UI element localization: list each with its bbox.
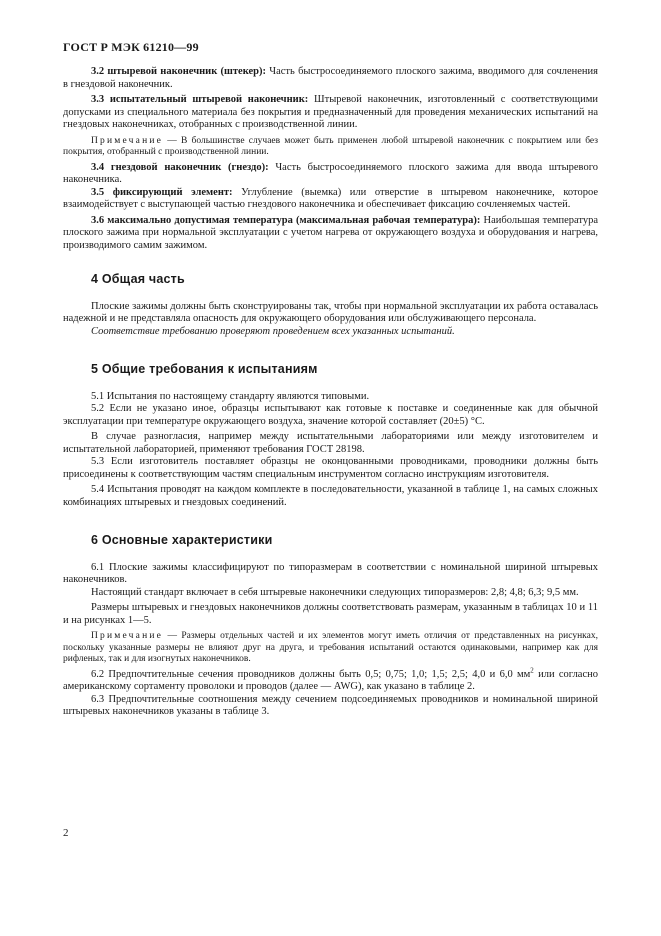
section-4-compliance: Соответствие требованию проверяют проведением всех указанных испытаний. bbox=[91, 325, 455, 337]
clause-5-3: 5.3 Если изготовитель поставляет образцы не оконцованными проводниками, проводники должны быть присоединены к соответствующим частям специальным инструментом согласно инструкциям изготовителя. bbox=[63, 456, 598, 480]
document-header: ГОСТ Р МЭК 61210—99 bbox=[63, 40, 199, 54]
clause-6-1: 6.1 Плоские зажимы классифицируют по типоразмерам в соответствии с номинальной шириной штыревых наконечников. bbox=[63, 561, 598, 585]
section-4-paragraph: Плоские зажимы должны быть сконструированы так, чтобы при нормальной эксплуатации их работа оставалась надежной и не представляла опасность для окружающего оборудования или обслуживающего персонала. bbox=[63, 300, 598, 324]
clause-5-2-dispute: В случае разногласия, например между испытательными лабораториями или между изготовителем и испытательной лабораторией, применяют требования ГОСТ 28198. bbox=[63, 431, 598, 455]
note-text: — В большинстве случаев может быть применен любой штыревой наконечник с покрытием или без покрытия, отобранный с производственной линии. bbox=[63, 135, 598, 157]
definition-3-2 bbox=[63, 66, 598, 91]
definition-term: 3.3 испытательный штыревой наконечник: bbox=[91, 94, 309, 105]
definition-text: Часть быстросоединяемого плоского зажима для ввода штыревого наконечника. bbox=[63, 161, 598, 185]
definition-term: 3.5 фиксирующий элемент: bbox=[91, 186, 233, 198]
clause-6-3: 6.3 Предпочтительные соотношения между сечением подсоединяемых проводников и номинальной шириной штыревых наконечников указаны в таблице 3. bbox=[63, 693, 598, 717]
note-label: Примечание bbox=[91, 135, 164, 146]
definition-term: 3.6 максимально допустимая температура (максимальная рабочая температура): bbox=[91, 214, 481, 226]
definition-3-5 bbox=[63, 187, 598, 212]
section-4-heading: 4 Общая часть bbox=[91, 272, 185, 286]
definition-term: 3.4 гнездовой наконечник (гнездо): bbox=[91, 161, 269, 173]
definition-text: Штыревой наконечник, изготовленный с соответствующими допусками из специального материала без покрытия и предназначенный для проведения механических испытаний на гнездовых наконечниках, отобранных с производственной линии. bbox=[63, 94, 598, 130]
section-5-heading: 5 Общие требования к испытаниям bbox=[91, 362, 318, 376]
clause-5-4: 5.4 Испытания проводят на каждом комплекте в последовательности, указанной в таблице 1, на самых сложных комбинациях штыревых и гнездовых соединений. bbox=[63, 484, 598, 508]
document-body bbox=[63, 66, 598, 719]
clause-5-2: 5.2 Если не указано иное, образцы испытывают как готовые к поставке и соединенные как для обычной эксплуатации при температуре окружающего воздуха, значение которой составляет (20±5) °С. bbox=[63, 403, 598, 427]
definition-text: Углубление (выемка) или отверстие в штыревом наконечнике, которое взаимодействует с выступающей частью гнездового наконечника и обеспечивает фиксацию сочленяемых частей. bbox=[63, 186, 598, 210]
clause-6-2 bbox=[63, 666, 598, 694]
clause-6-2-superscript: 2 bbox=[530, 666, 534, 674]
definition-3-6 bbox=[63, 215, 598, 253]
note-text: — Размеры отдельных частей и их элементов могут иметь отличия от представленных на рисунках, поскольку указанные размеры не влияют друг на друга, и требования испытаний остаются одинаковыми, например как для рифленых, так и для изогнутых наконечников. bbox=[63, 631, 598, 664]
clause-6-1-dimensions: Размеры штыревых и гнездовых наконечников должны соответствовать размерам, указанным в таблицах 10 и 11 и на рисунках 1—5. bbox=[63, 602, 598, 626]
clause-6-2-text-b: или согласно американскому сортаменту проволоки и проводов (далее — AWG), как указано в таблице 2. bbox=[63, 668, 598, 692]
definition-3-4 bbox=[63, 162, 598, 187]
page-number: 2 bbox=[63, 827, 69, 839]
definition-3-3 bbox=[63, 94, 598, 132]
note-label: Примечание bbox=[91, 631, 164, 641]
clause-6-1-sizes: Настоящий стандарт включает в себя штыревые наконечники следующих типоразмеров: 2,8; 4,8; 6,3; 9,5 мм. bbox=[91, 586, 579, 598]
definition-text: Наибольшая температура плоского зажима при нормальной эксплуатации с учетом нагрева от окружающего воздуха и оборудования и нагрева, производимого самим зажимом. bbox=[63, 214, 599, 251]
clause-5-1: 5.1 Испытания по настоящему стандарту являются типовыми. bbox=[91, 390, 370, 402]
clause-6-2-text-a: 6.2 Предпочтительные сечения проводников должны быть 0,5; 0,75; 1,0; 1,5; 2,5; 4,0 и 6,0 мм bbox=[91, 668, 531, 680]
section-6-heading: 6 Основные характеристики bbox=[91, 533, 273, 547]
definition-term: 3.2 штыревой наконечник (штекер): bbox=[91, 66, 267, 77]
definition-text: Часть быстросоединяемого плоского зажима, вводимого для сочленения в гнездовой наконечник. bbox=[63, 66, 599, 90]
note-6-1 bbox=[63, 631, 598, 666]
note-3-3 bbox=[63, 136, 598, 159]
